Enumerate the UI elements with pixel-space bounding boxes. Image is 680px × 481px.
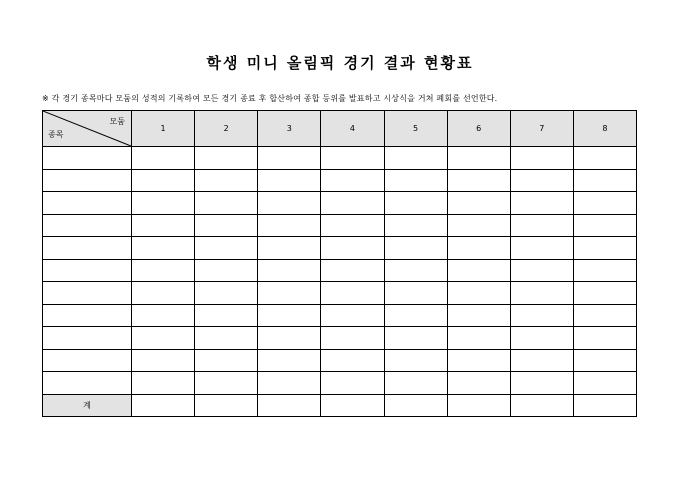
score-cell[interactable] xyxy=(258,237,321,260)
event-cell[interactable] xyxy=(43,237,132,260)
score-cell[interactable] xyxy=(321,214,384,237)
table-row xyxy=(43,147,637,170)
group-header-1: 1 xyxy=(132,111,195,147)
total-cell[interactable] xyxy=(195,394,258,417)
table-row xyxy=(43,259,637,282)
score-cell[interactable] xyxy=(132,237,195,260)
score-cell[interactable] xyxy=(384,237,447,260)
score-cell[interactable] xyxy=(447,327,510,350)
group-header-8: 8 xyxy=(573,111,636,147)
event-cell[interactable] xyxy=(43,147,132,170)
score-cell[interactable] xyxy=(447,349,510,372)
results-table xyxy=(42,110,637,417)
score-cell[interactable] xyxy=(258,349,321,372)
score-cell[interactable] xyxy=(258,214,321,237)
event-cell[interactable] xyxy=(43,214,132,237)
score-cell[interactable] xyxy=(132,147,195,170)
score-cell[interactable] xyxy=(132,169,195,192)
score-cell[interactable] xyxy=(195,327,258,350)
score-cell[interactable] xyxy=(195,147,258,170)
score-cell[interactable] xyxy=(258,282,321,305)
table-row xyxy=(43,327,637,350)
score-cell[interactable] xyxy=(510,169,573,192)
total-row xyxy=(43,394,637,417)
score-cell[interactable] xyxy=(195,169,258,192)
score-cell[interactable] xyxy=(573,192,636,215)
score-cell[interactable] xyxy=(258,372,321,395)
score-cell[interactable] xyxy=(510,237,573,260)
table-row xyxy=(43,349,637,372)
corner-label-event: 종목 xyxy=(48,130,64,139)
score-cell[interactable] xyxy=(132,282,195,305)
total-label: 계 xyxy=(43,394,132,417)
score-cell[interactable] xyxy=(195,259,258,282)
score-cell[interactable] xyxy=(447,192,510,215)
score-cell[interactable] xyxy=(510,147,573,170)
total-cell[interactable] xyxy=(321,394,384,417)
score-cell[interactable] xyxy=(573,237,636,260)
score-cell[interactable] xyxy=(447,282,510,305)
score-cell[interactable] xyxy=(447,214,510,237)
score-cell[interactable] xyxy=(258,259,321,282)
event-cell[interactable] xyxy=(43,169,132,192)
event-cell[interactable] xyxy=(43,304,132,327)
score-cell[interactable] xyxy=(384,349,447,372)
score-cell[interactable] xyxy=(510,327,573,350)
score-cell[interactable] xyxy=(510,259,573,282)
header-row xyxy=(43,111,637,147)
score-cell[interactable] xyxy=(573,327,636,350)
score-cell[interactable] xyxy=(321,259,384,282)
table-row xyxy=(43,169,637,192)
score-cell[interactable] xyxy=(573,259,636,282)
score-cell[interactable] xyxy=(132,327,195,350)
score-cell[interactable] xyxy=(195,237,258,260)
table-row xyxy=(43,237,637,260)
score-cell[interactable] xyxy=(195,282,258,305)
score-cell[interactable] xyxy=(321,304,384,327)
score-cell[interactable] xyxy=(510,214,573,237)
score-cell[interactable] xyxy=(321,169,384,192)
score-cell[interactable] xyxy=(447,169,510,192)
score-cell[interactable] xyxy=(510,304,573,327)
score-cell[interactable] xyxy=(258,169,321,192)
score-cell[interactable] xyxy=(132,259,195,282)
score-cell[interactable] xyxy=(447,372,510,395)
table-row xyxy=(43,282,637,305)
score-cell[interactable] xyxy=(195,349,258,372)
event-cell[interactable] xyxy=(43,372,132,395)
score-cell[interactable] xyxy=(573,214,636,237)
document-title: 학생 미니 올림픽 경기 결과 현황표 xyxy=(206,54,474,72)
score-cell[interactable] xyxy=(384,169,447,192)
score-cell[interactable] xyxy=(384,147,447,170)
score-cell[interactable] xyxy=(573,282,636,305)
group-header-7: 7 xyxy=(510,111,573,147)
score-cell[interactable] xyxy=(447,259,510,282)
score-cell[interactable] xyxy=(321,282,384,305)
group-header-6: 6 xyxy=(447,111,510,147)
score-cell[interactable] xyxy=(321,349,384,372)
score-cell[interactable] xyxy=(384,192,447,215)
score-cell[interactable] xyxy=(195,372,258,395)
score-cell[interactable] xyxy=(573,169,636,192)
score-cell[interactable] xyxy=(384,282,447,305)
score-cell[interactable] xyxy=(195,214,258,237)
score-cell[interactable] xyxy=(132,372,195,395)
score-cell[interactable] xyxy=(384,259,447,282)
score-cell[interactable] xyxy=(195,304,258,327)
group-header-2: 2 xyxy=(195,111,258,147)
total-cell[interactable] xyxy=(384,394,447,417)
total-cell[interactable] xyxy=(510,394,573,417)
event-cell[interactable] xyxy=(43,282,132,305)
score-cell[interactable] xyxy=(258,304,321,327)
table-row xyxy=(43,372,637,395)
score-cell[interactable] xyxy=(132,192,195,215)
score-cell[interactable] xyxy=(321,192,384,215)
score-cell[interactable] xyxy=(321,372,384,395)
event-cell[interactable] xyxy=(43,192,132,215)
score-cell[interactable] xyxy=(573,147,636,170)
corner-header-cell xyxy=(43,111,132,147)
score-cell[interactable] xyxy=(573,372,636,395)
score-cell[interactable] xyxy=(384,304,447,327)
corner-label-group: 모둠 xyxy=(109,117,125,126)
score-cell[interactable] xyxy=(447,304,510,327)
score-cell[interactable] xyxy=(510,372,573,395)
group-header-4: 4 xyxy=(321,111,384,147)
event-cell[interactable] xyxy=(43,259,132,282)
total-cell[interactable] xyxy=(447,394,510,417)
score-cell[interactable] xyxy=(132,349,195,372)
score-cell[interactable] xyxy=(321,237,384,260)
score-cell[interactable] xyxy=(573,304,636,327)
score-cell[interactable] xyxy=(258,327,321,350)
score-cell[interactable] xyxy=(258,147,321,170)
table-row xyxy=(43,214,637,237)
score-cell[interactable] xyxy=(510,349,573,372)
group-header-3: 3 xyxy=(258,111,321,147)
instruction-note: ※ 각 경기 종목마다 모둠의 성적의 기록하여 모든 경기 종료 후 합산하여 종합 등위를 발표하고 시상식을 거쳐 폐회를 선언한다. xyxy=(42,94,498,103)
table-row xyxy=(43,304,637,327)
score-cell[interactable] xyxy=(447,237,510,260)
score-cell[interactable] xyxy=(132,214,195,237)
score-cell[interactable] xyxy=(384,372,447,395)
score-cell[interactable] xyxy=(447,147,510,170)
group-header-5: 5 xyxy=(384,111,447,147)
score-cell[interactable] xyxy=(573,349,636,372)
score-cell[interactable] xyxy=(510,192,573,215)
score-cell[interactable] xyxy=(510,282,573,305)
event-cell[interactable] xyxy=(43,327,132,350)
score-cell[interactable] xyxy=(384,327,447,350)
total-cell[interactable] xyxy=(132,394,195,417)
event-cell[interactable] xyxy=(43,349,132,372)
total-cell[interactable] xyxy=(573,394,636,417)
score-cell[interactable] xyxy=(195,192,258,215)
score-cell[interactable] xyxy=(384,214,447,237)
total-cell[interactable] xyxy=(258,394,321,417)
score-cell[interactable] xyxy=(321,327,384,350)
score-cell[interactable] xyxy=(321,147,384,170)
score-cell[interactable] xyxy=(258,192,321,215)
score-cell[interactable] xyxy=(132,304,195,327)
table-row xyxy=(43,192,637,215)
